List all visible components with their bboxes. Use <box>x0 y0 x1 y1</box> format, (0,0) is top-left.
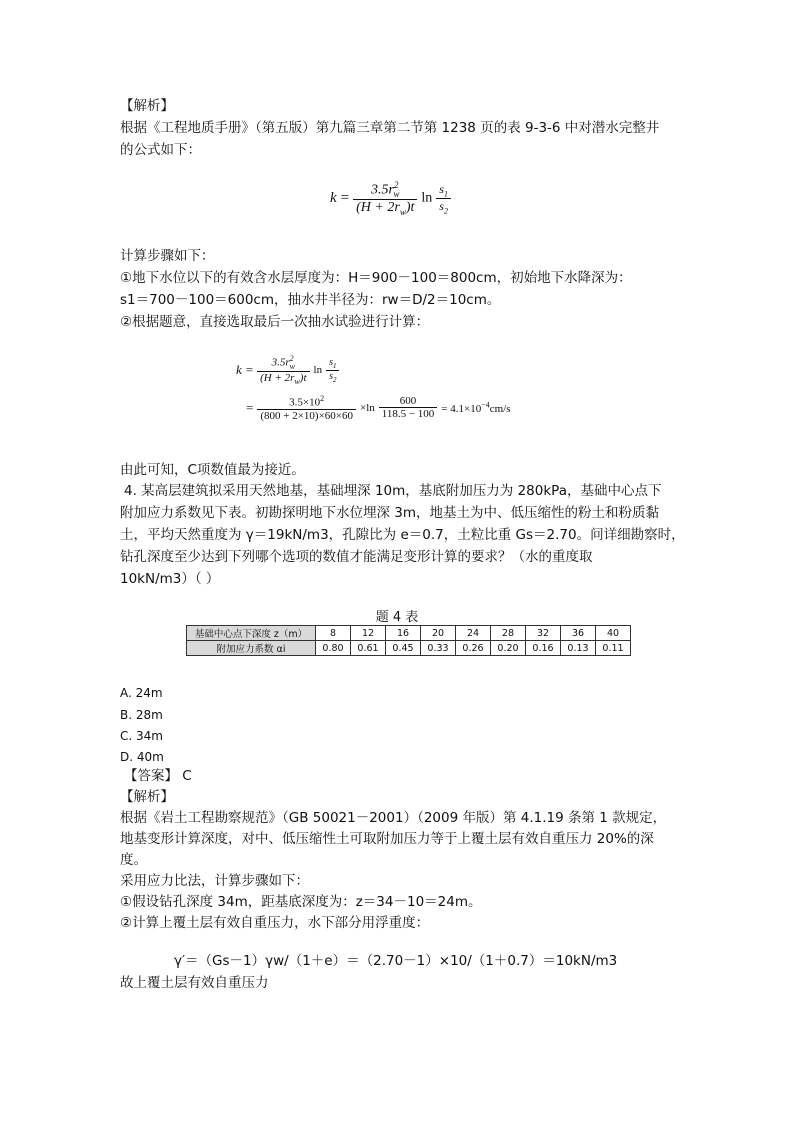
conclusion-text: 由此可知，C项数值最为接近。 <box>120 462 305 478</box>
table-cell: 0.45 <box>386 641 421 656</box>
formula-ratio: $\frac{s_1}{s_2}$ <box>436 182 451 216</box>
stress-coefficient-table <box>186 625 631 656</box>
question-text: 10kN/m3）（ ） <box>120 571 220 587</box>
table-cell: 12 <box>351 626 386 641</box>
option-d: D. 40m <box>120 750 164 764</box>
analysis-text: 根据《工程地质手册》（第五版）第九篇三章第二节第 1238 页的表 9-3-6 中对潜水完整井 <box>120 120 660 136</box>
table-cell: 24 <box>456 626 491 641</box>
table-cell: 36 <box>561 626 596 641</box>
table-cell: 0.26 <box>456 641 491 656</box>
formula-equals: = <box>340 190 350 207</box>
analysis-text: 根据《岩土工程勘察规范》（GB 50021－2001）（2009 年版）第 4.1.19 条第 1 款规定， <box>120 810 667 826</box>
method-step: ②计算上覆土层有效自重压力，水下部分用浮重度： <box>120 915 430 931</box>
option-a: A. 24m <box>120 686 163 700</box>
step-text: ②根据题意，直接选取最后一次抽水试验进行计算： <box>120 314 430 330</box>
table-cell: 0.61 <box>351 641 386 656</box>
analysis-text: 度。 <box>120 852 147 868</box>
formula-fraction: $\frac{3.5r^2_w}{(H + 2r_w)t}$ <box>353 180 417 217</box>
question-text: 4. 某高层建筑拟采用天然地基，基础埋深 10m，基底附加压力为 280kPa，基础中心点下 <box>124 483 662 499</box>
table-cell: 0.20 <box>491 641 526 656</box>
formula-permeability <box>330 180 490 228</box>
option-b: B. 28m <box>120 708 163 722</box>
table-cell: 28 <box>491 626 526 641</box>
question-text: 附加应力系数见下表。初勘探明地下水位埋深 3m，地基土为中、低压缩性的粉土和粉质黏 <box>120 505 660 521</box>
step-text: ①地下水位以下的有效含水层厚度为：H＝900－100＝800cm，初始地下水降深为： <box>120 270 632 286</box>
analysis-text: 的公式如下： <box>120 142 201 158</box>
table-title: 题 4 表 <box>375 610 419 625</box>
table-cell: 32 <box>526 626 561 641</box>
table-cell: 20 <box>421 626 456 641</box>
formula-calculation: k = $\frac{3.5r^2_w}{(H + 2r_w)t}$ ln $\frac{s_1}{s_2}$ = $\frac{3.5\times 10^2}{(800 + 2\times 10)\times 60\times 60}$ ×ln $\frac{600}{118.5 - 100}$ = $4.1\times 10^{-4}cm/s$ <box>236 354 511 422</box>
table-row <box>187 641 631 656</box>
method-text: 采用应力比法，计算步骤如下： <box>120 873 309 889</box>
table-cell: 0.16 <box>526 641 561 656</box>
table-cell: 0.11 <box>596 641 631 656</box>
formula-ln: ln <box>421 190 433 206</box>
option-c: C. 34m <box>120 729 163 743</box>
answer-text: 【答案】 C <box>124 768 192 784</box>
question-text: 土，平均天然重度为 γ＝19kN/m3，孔隙比为 e＝0.7，土粒比重 Gs＝2.70。问详细勘察时， <box>120 527 685 543</box>
steps-header: 计算步骤如下： <box>120 248 215 264</box>
analysis-text: 地基变形计算深度，对中、低压缩性土可取附加压力等于上覆土层有效自重压力 20%的深 <box>120 831 654 847</box>
step-text: s1＝700－100＝600cm，抽水井半径为：rw＝D/2＝10cm。 <box>120 292 501 308</box>
method-step: ①假设钻孔深度 34m，距基底深度为：z＝34－10＝24m。 <box>120 894 482 910</box>
table-cell: 8 <box>316 626 351 641</box>
table-cell: 40 <box>596 626 631 641</box>
table-cell: 0.13 <box>561 641 596 656</box>
analysis-header: 【解析】 <box>120 98 174 114</box>
analysis-header: 【解析】 <box>120 789 174 805</box>
buoyant-unit-weight-formula: γ′＝（Gs－1）γw/（1＋e）＝（2.70－1）×10/（1＋0.7）＝10kN/m3 <box>174 953 618 969</box>
table-row-header: 附加应力系数 αi <box>187 641 316 656</box>
table-cell: 0.33 <box>421 641 456 656</box>
table-row-header: 基础中心点下深度 z（m） <box>187 626 316 641</box>
formula-k: k <box>330 190 337 207</box>
table-cell: 16 <box>386 626 421 641</box>
closing-text: 故上覆土层有效自重压力 <box>120 975 269 991</box>
question-text: 钻孔深度至少达到下列哪个选项的数值才能满足变形计算的要求？（水的重度取 <box>120 549 593 565</box>
table-cell: 0.80 <box>316 641 351 656</box>
table-row <box>187 626 631 641</box>
